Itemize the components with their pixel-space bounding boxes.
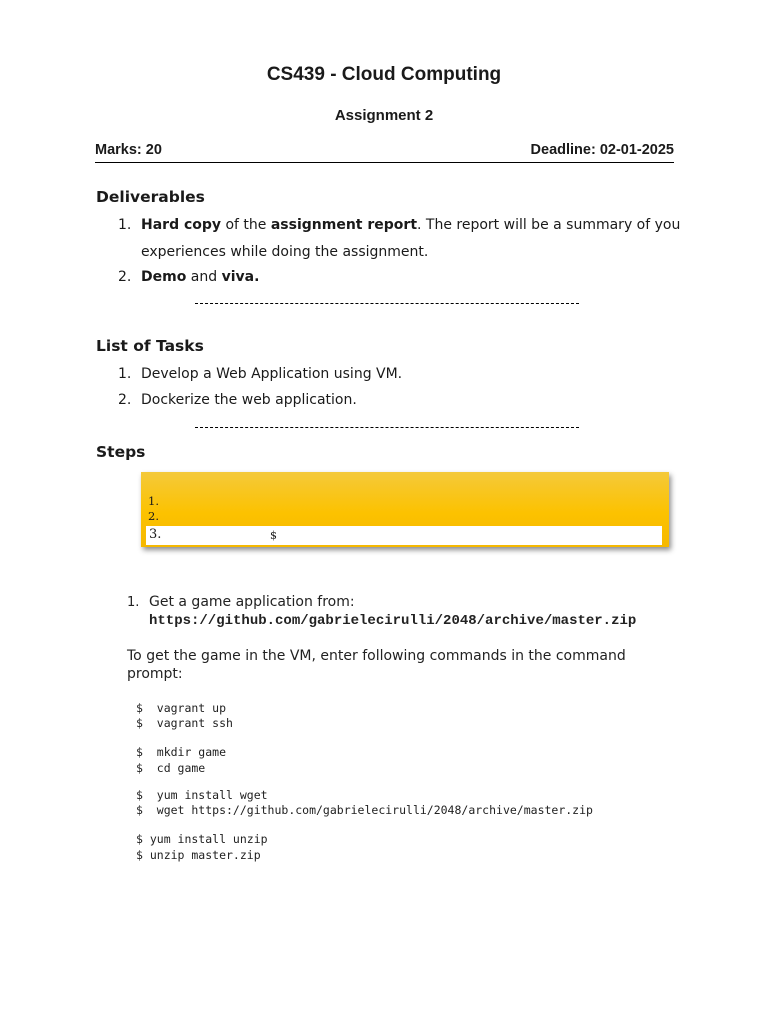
list-number: 1. — [118, 366, 132, 382]
bold-text: Demo — [141, 269, 187, 285]
deliverable-item-1-text — [141, 212, 680, 238]
plain-text: and — [186, 269, 222, 285]
banner-line-3-number: 3. — [149, 527, 162, 542]
command-line: $ wget https://github.com/gabrielecirulli/2048/archive/master.zip — [136, 803, 593, 817]
list-number: 2. — [118, 392, 132, 408]
command-line: $ vagrant up — [136, 701, 227, 715]
intro-line-2: prompt: — [127, 666, 183, 682]
repo-url: https://github.com/gabrielecirulli/2048/archive/master.zip — [149, 613, 637, 629]
intro-line-1: To get the game in the VM, enter following commands in the command — [127, 648, 626, 664]
bold-text: assignment report — [270, 217, 418, 233]
section-divider — [195, 303, 579, 304]
command-line: $ yum install unzip — [136, 832, 268, 846]
list-number: 1. — [118, 217, 132, 233]
steps-heading: Steps — [96, 443, 146, 461]
task-text: Dockerize the web application. — [141, 392, 357, 408]
marks-label: Marks: 20 — [95, 142, 162, 158]
deliverable-item-1-line2: experiences while doing the assignment. — [141, 244, 429, 260]
step-1-text: Get a game application from: — [149, 594, 355, 610]
plain-text: . The report will be a summary of you — [417, 217, 681, 233]
bold-text: Hard copy — [141, 217, 222, 233]
step-number: 1. — [127, 595, 140, 610]
deliverable-item-2-text — [141, 264, 259, 290]
task-text: Develop a Web Application using VM. — [141, 366, 403, 382]
tasks-heading: List of Tasks — [96, 337, 204, 355]
list-number: 2. — [118, 269, 132, 285]
dollar-symbol: $ — [270, 529, 277, 542]
command-line: $ unzip master.zip — [136, 848, 261, 862]
command-line: $ mkdir game — [136, 745, 227, 759]
marks-deadline-row — [95, 142, 674, 163]
plain-text: of the — [221, 217, 271, 233]
assignment-subtitle: Assignment 2 — [334, 107, 434, 124]
command-line: $ vagrant ssh — [136, 716, 233, 730]
command-line: $ yum install wget — [136, 788, 268, 802]
banner-highlight-row — [146, 526, 662, 545]
command-line: $ cd game — [136, 761, 206, 775]
deliverables-heading: Deliverables — [96, 188, 205, 206]
deadline-label: Deadline: 02-01-2025 — [530, 142, 674, 158]
bold-text: viva. — [221, 269, 260, 285]
banner-line-2: 2. — [148, 509, 159, 523]
document-title: CS439 - Cloud Computing — [266, 64, 502, 85]
section-divider — [195, 427, 579, 428]
embedded-screenshot-banner — [141, 472, 669, 547]
banner-line-1: 1. — [148, 494, 159, 508]
